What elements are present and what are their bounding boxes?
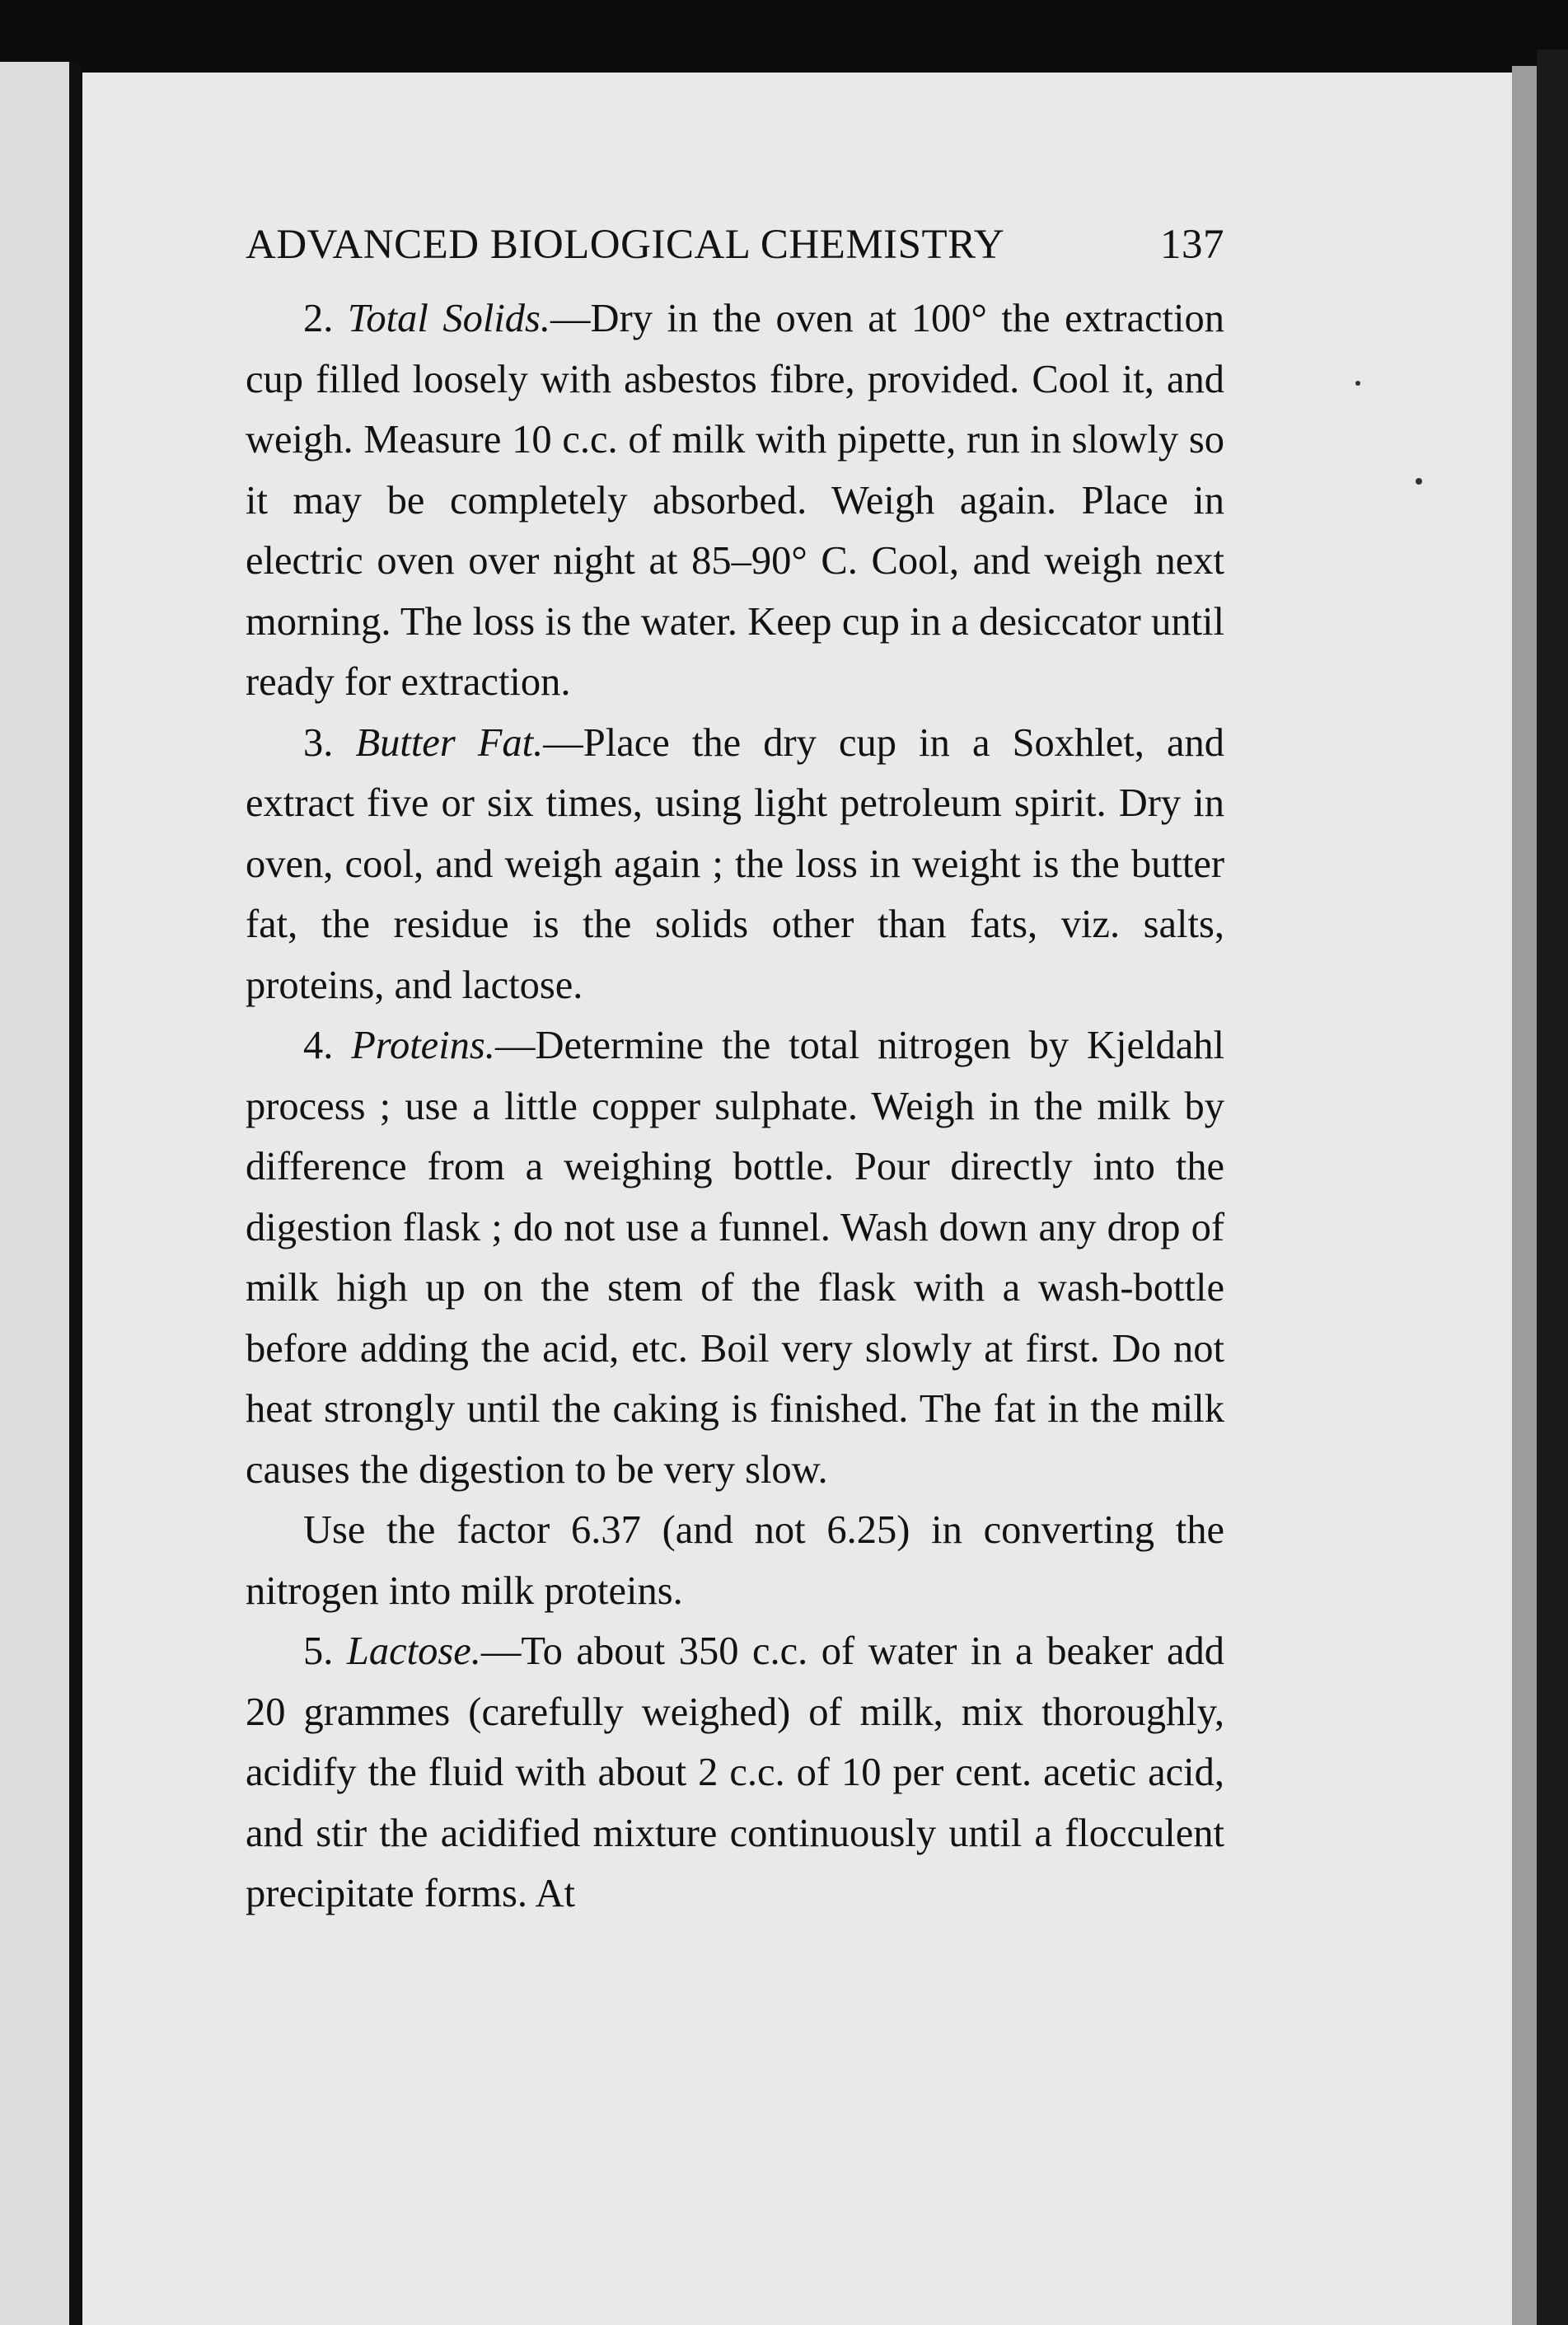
running-head — [246, 221, 1224, 270]
section-heading: Total Solids. — [347, 297, 551, 340]
section-total-solids — [246, 288, 1224, 713]
section-heading: Lactose. — [346, 1629, 481, 1673]
scan-border-right — [1537, 49, 1568, 2325]
section-body: —Determine the total nitrogen by Kjeldahl process ; use a little copper sulphate. Weigh in the milk by difference from a weighing bottle. Pour directly into the digestion flask ; do not use a funnel. Wash down any drop of milk high up on the stem of the flask with a wash-bottle before adding the acid, etc. Boil very slowly at first. Do not heat strongly until the caking is finished. The fat in the milk causes the digestion to be very slow. — [246, 1024, 1225, 1492]
protein-factor-note — [246, 1500, 1224, 1621]
speck-mark — [1416, 478, 1422, 485]
facing-page-edge — [0, 62, 69, 2325]
page-number: 137 — [1160, 222, 1224, 268]
section-lactose — [246, 1621, 1224, 1924]
section-number: 5. — [303, 1629, 334, 1673]
section-heading: Butter Fat. — [355, 720, 544, 765]
section-body: —Dry in the oven at 100° the extraction cup filled loosely with asbestos fibre, provided. Cool it, and weigh. Measure 10 c.c. of milk with pipette, run in slowly so it may be completely absorbed. Weigh again. Place in electric oven over night at 85–90° C. Cool, and weigh next morning. The loss is the water. Keep cup in a desiccator until ready for extraction. — [246, 297, 1225, 704]
section-butter-fat — [246, 713, 1224, 1016]
section-heading: Proteins. — [351, 1024, 495, 1067]
section-proteins — [246, 1015, 1224, 1500]
section-number: 2. — [303, 297, 334, 340]
section-number: 3. — [303, 720, 334, 765]
speck-mark — [1355, 381, 1360, 386]
section-body: —To about 350 c.c. of water in a beaker add 20 grammes (carefully weighed) of milk, mix thoroughly, acidify the fluid with about 2 c.c. of 10 per cent. acetic acid, and stir the acidified mixture continuously until a flocculent precipitate forms. At — [246, 1629, 1224, 1915]
page-text — [246, 221, 1224, 1924]
book-spine-shadow — [69, 62, 81, 2325]
note-body: Use the factor 6.37 (and not 6.25) in converting the nitrogen into milk proteins. — [246, 1508, 1224, 1613]
section-body: —Place the dry cup in a Soxhlet, and extract five or six times, using light petroleum spirit. Dry in oven, cool, and weigh again ; the loss in weight is the butter fat, the residue is the solids other than fats, viz. salts, proteins, and lactose. — [246, 720, 1225, 1007]
section-number: 4. — [303, 1024, 334, 1067]
page-edge-right — [1512, 66, 1537, 2325]
running-head-title: ADVANCED BIOLOGICAL CHEMISTRY — [246, 222, 1005, 268]
